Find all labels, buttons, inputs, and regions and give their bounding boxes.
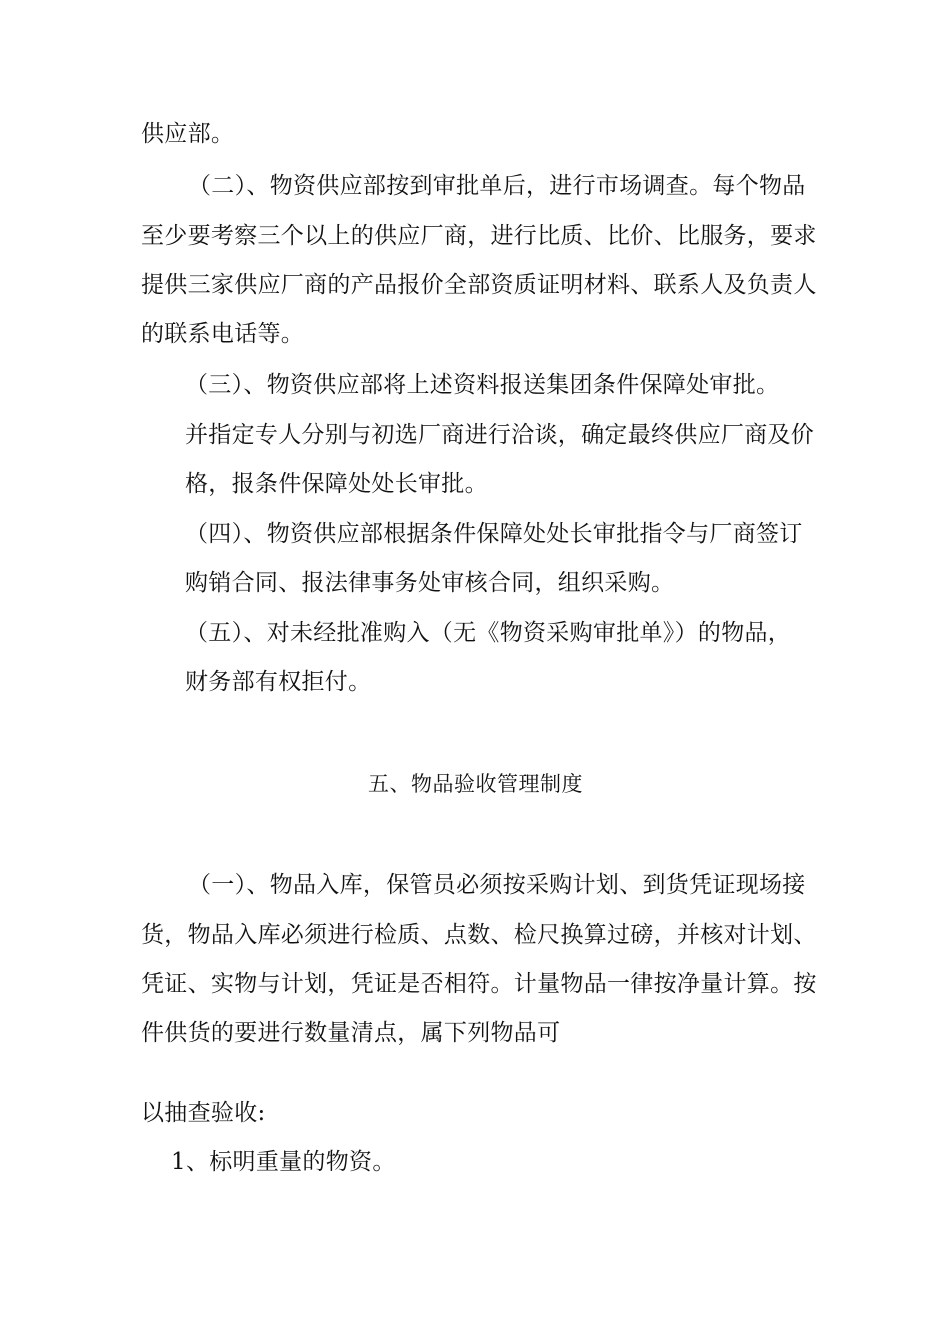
section-item-1-line-4: 件供货的要进行数量清点，属下列物品可 <box>141 1020 561 1046</box>
section-item-1-line-2: 货，物品入库必须进行检质、点数、检尺换算过磅，并核对计划、 <box>141 922 817 948</box>
item-3-line-1: （三）、物资供应部将上述资料报送集团条件保障处审批。 <box>185 372 780 398</box>
list-item-1: 1、标明重量的物资。 <box>171 1149 396 1175</box>
section-item-1-line-3: 凭证、实物与计划，凭证是否相符。计量物品一律按净量计算。按 <box>141 971 817 997</box>
intro-line-1: 供应部。 <box>141 121 235 147</box>
item-3-line-2: 并指定专人分别与初选厂商进行洽谈，确定最终供应厂商及价 <box>185 422 815 448</box>
item-2-line-1: （二）、物资供应部按到审批单后，进行市场调查。每个物品 <box>188 173 806 199</box>
item-4-line-1: （四）、物资供应部根据条件保障处处长审批指令与厂商签订 <box>185 521 803 547</box>
item-5-line-2: 财务部有权拒付。 <box>185 669 372 695</box>
item-4-line-2: 购销合同、报法律事务处审核合同，组织采购。 <box>185 570 675 596</box>
item-2-line-4: 的联系电话等。 <box>141 321 305 347</box>
sample-check-label: 以抽查验收: <box>141 1100 266 1126</box>
item-2-line-2: 至少要考察三个以上的供应厂商，进行比质、比价、比服务，要求 <box>141 223 817 249</box>
item-5-line-1: （五）、对未经批准购入（无《物资采购审批单》）的物品， <box>185 620 792 646</box>
item-2-line-3: 提供三家供应厂商的产品报价全部资质证明材料、联系人及负责人 <box>141 272 817 298</box>
section-item-1-line-1: （一）、物品入库，保管员必须按采购计划、到货凭证现场接 <box>188 872 806 898</box>
item-3-line-3: 格，报条件保障处处长审批。 <box>185 471 488 497</box>
section-heading: 五、物品验收管理制度 <box>368 772 583 796</box>
